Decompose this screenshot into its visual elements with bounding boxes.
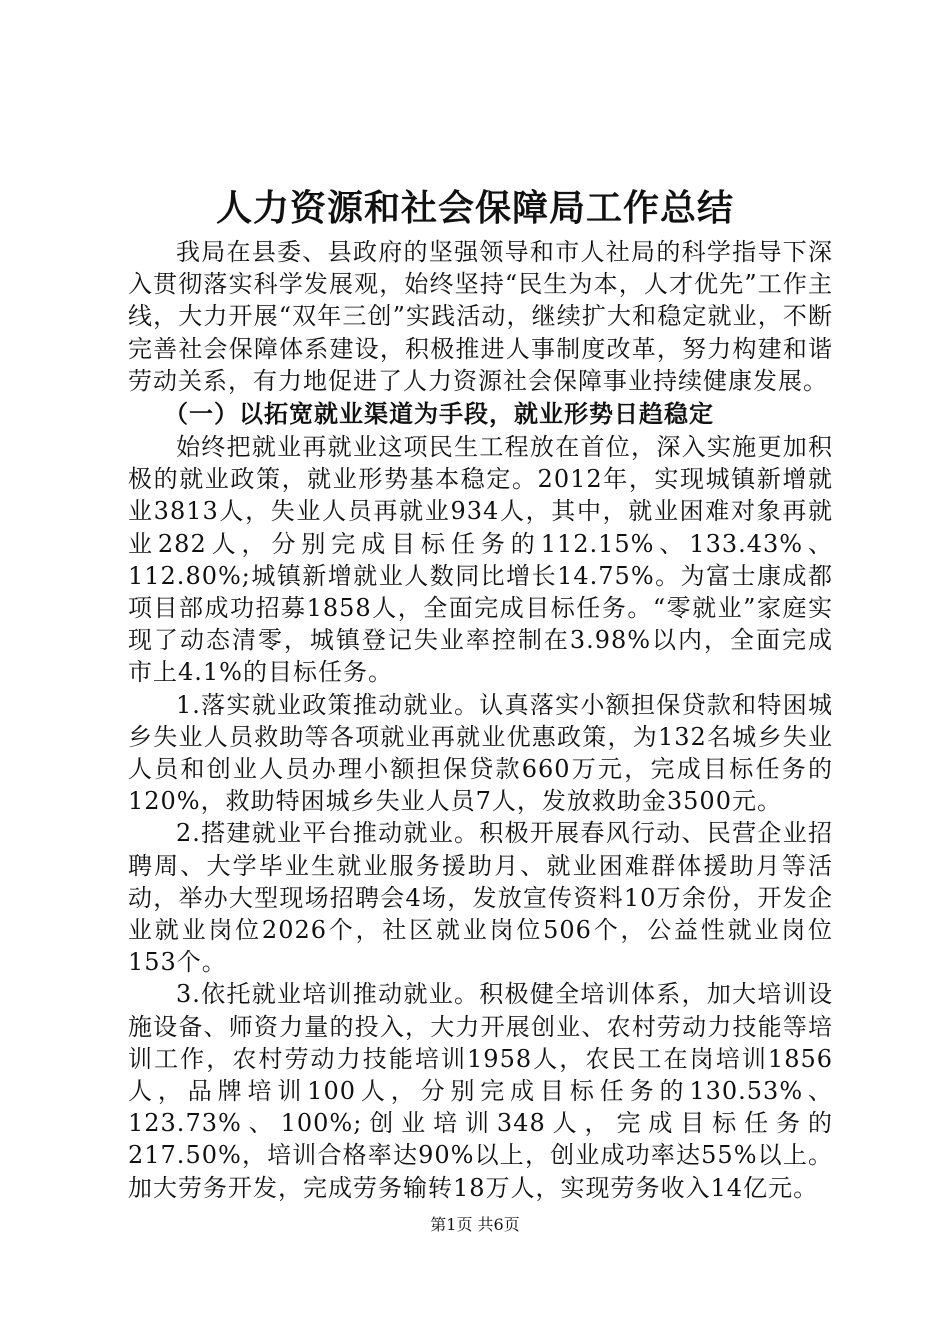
page-footer: 第1页 共6页 xyxy=(430,1215,520,1234)
policy-paragraph: 1.落实就业政策推动就业。认真落实小额担保贷款和特困城乡失业人员救助等各项就业再就业优惠政策，为132名城乡失业人员和创业人员办理小额担保贷款660万元，完成目标任务的120%，救助特困城乡失业人员7人，发放救助金3500元。 xyxy=(128,690,833,816)
training-paragraph: 3.依托就业培训推动就业。积极健全培训体系，加大培训设施设备、师资力量的投入，大力开展创业、农村劳动力技能等培训工作，农村劳动力技能培训1958人，农民工在岗培训1856人，品牌培训100人，分别完成目标任务的130.53%、123.73%、100%;创业培训348人，完成目标任务的217.50%，培训合格率达90%以上，创业成功率达55%以上。加大劳务开发，完成劳务输转18万人，实现劳务收入14亿元。 xyxy=(128,980,833,1202)
platform-paragraph: 2.搭建就业平台推动就业。积极开展春风行动、民营企业招聘周、大学毕业生就业服务援助月、就业困难群体援助月等活动，举办大型现场招聘会4场，发放宣传资料10万余份，开发企业就业岗位2026个，社区就业岗位506个，公益性就业岗位153个。 xyxy=(128,819,833,977)
intro-paragraph: 我局在县委、县政府的坚强领导和市人社局的科学指导下深入贯彻落实科学发展观，始终坚持“民生为本，人才优先”工作主线，大力开展“双年三创”实践活动，继续扩大和稳定就业，不断完善社会保障体系建设，积极推进人事制度改革，努力构建和谐劳动关系，有力地促进了人力资源社会保障事业持续健康发展。 xyxy=(128,238,833,395)
document-body xyxy=(128,236,833,1204)
employment-paragraph: 始终把就业再就业这项民生工程放在首位，深入实施更加积极的就业政策，就业形势基本稳定。2012年，实现城镇新增就业3813人，失业人员再就业934人，其中，就业困难对象再就业282人，分别完成目标任务的112.15%、133.43%、112.80%;城镇新增就业人数同比增长14.75%。为富士康成都项目部成功招募1858人，全面完成目标任务。“零就业”家庭实现了动态清零，城镇登记失业率控制在3.98%以内，全面完成市上4.1%的目标任务。 xyxy=(128,433,833,687)
document-title: 人力资源和社会保障局工作总结 xyxy=(215,187,734,229)
section-heading-1: （一）以拓宽就业渠道为手段，就业形势日趋稳定 xyxy=(164,399,714,429)
